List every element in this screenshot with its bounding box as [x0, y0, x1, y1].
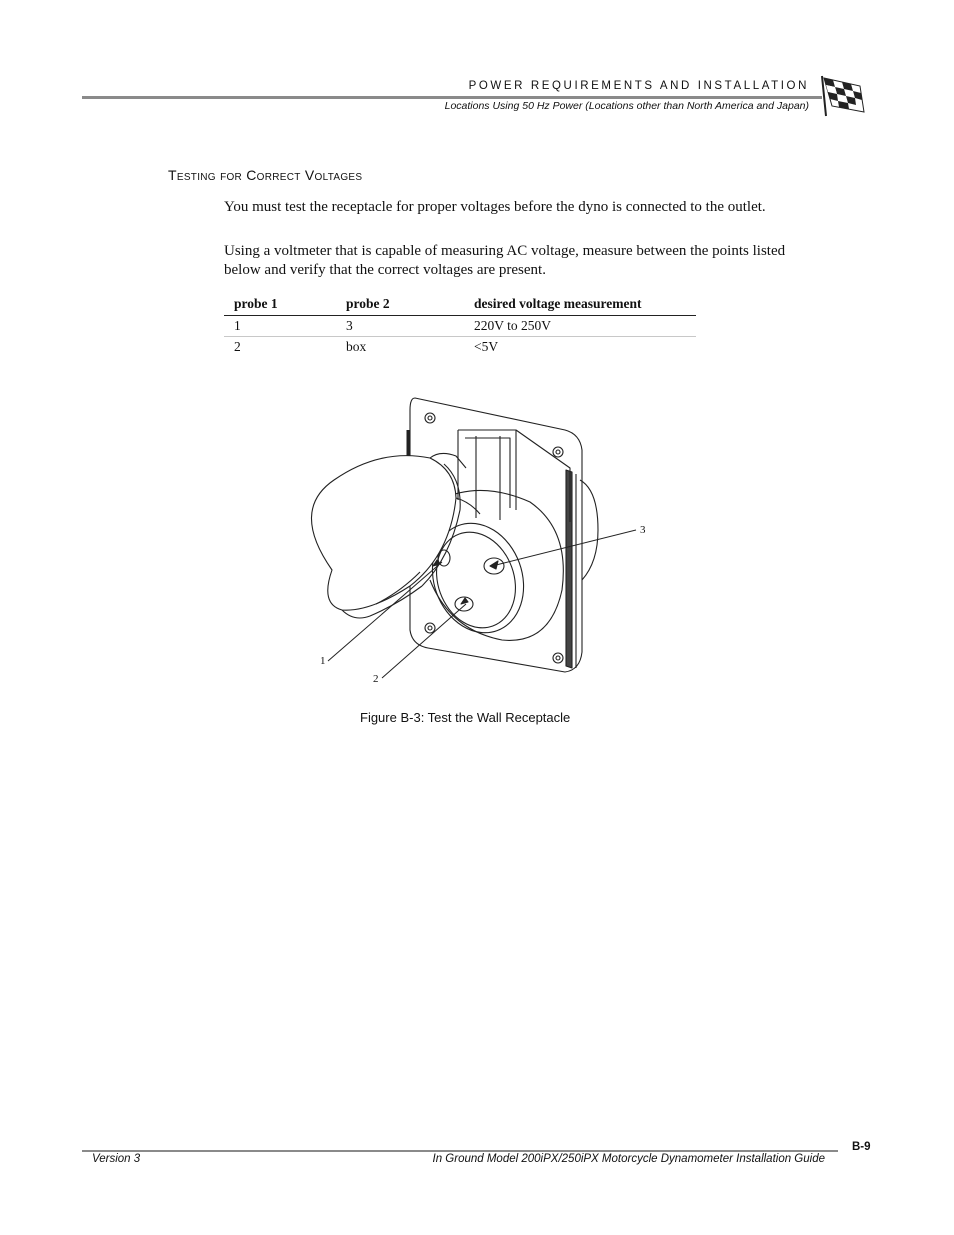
header-rule	[82, 96, 822, 99]
table-cell: box	[346, 339, 367, 354]
wall-receptacle-illustration	[280, 390, 660, 700]
figure-label-1: 1	[320, 655, 326, 667]
footer-rule	[82, 1150, 838, 1152]
footer-version: Version 3	[92, 1153, 141, 1165]
col-header-probe-2: probe 2	[336, 293, 464, 316]
running-header-title: POWER REQUIREMENTS AND INSTALLATION	[468, 80, 809, 92]
table-cell: <5V	[474, 339, 499, 354]
table-cell: 3	[336, 316, 464, 337]
figure-caption: Figure B-3: Test the Wall Receptacle	[360, 710, 571, 725]
voltage-table	[224, 293, 696, 357]
col-header-desired-voltage: desired voltage measurement	[464, 293, 696, 316]
instruction-paragraph: Using a voltmeter that is capable of measuring AC voltage, measure between the points listed below and verify that the correct voltages are present.	[224, 243, 786, 278]
intro-paragraph: You must test the receptacle for proper voltages before the dyno is connected to the outlet.	[224, 199, 766, 215]
table-cell: 2	[234, 339, 241, 354]
footer-doc-title: In Ground Model 200iPX/250iPX Motorcycle Dynamometer Installation Guide	[432, 1153, 825, 1165]
checkered-flag-icon	[820, 72, 866, 118]
col-header-probe-1: probe 1	[224, 293, 336, 316]
running-header-subtitle: Locations Using 50 Hz Power (Locations other than North America and Japan)	[444, 100, 809, 112]
page-number: B-9	[852, 1141, 871, 1153]
figure-label-3: 3	[640, 524, 646, 536]
figure-label-2: 2	[373, 673, 379, 685]
table-row	[224, 316, 696, 337]
table-header-row	[224, 293, 696, 316]
section-heading: Testing for Correct Voltages	[168, 167, 363, 183]
table-row	[224, 337, 696, 358]
table-cell: 220V to 250V	[464, 316, 696, 337]
table-cell: 1	[224, 316, 336, 337]
